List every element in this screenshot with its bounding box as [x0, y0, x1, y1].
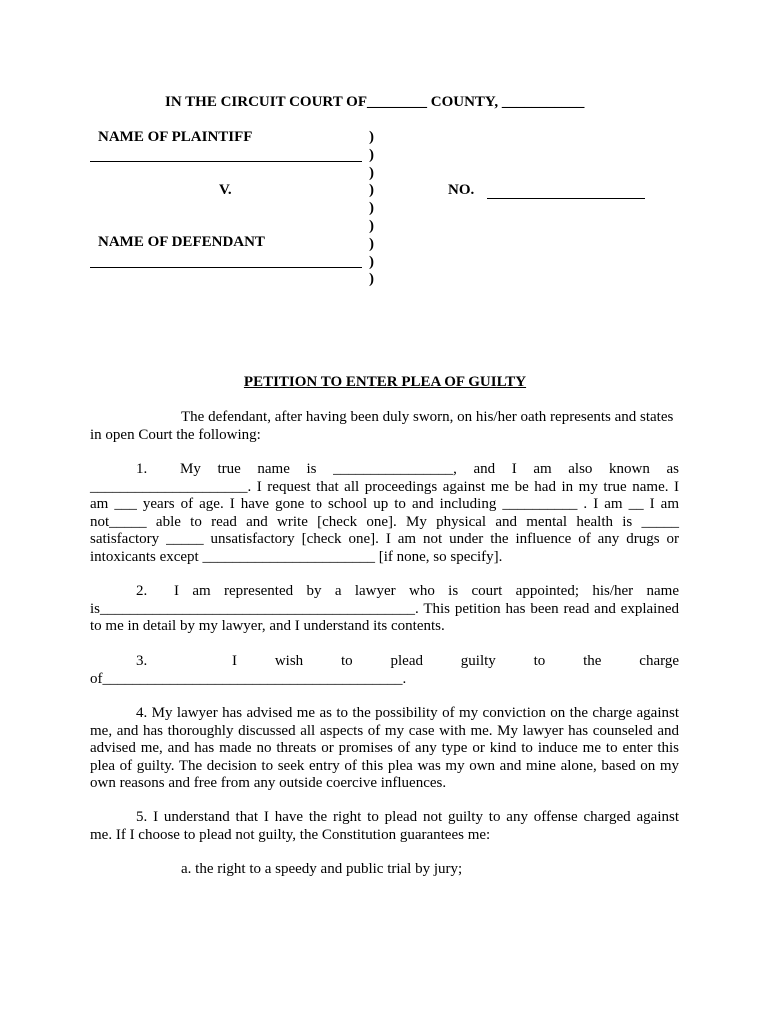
paragraph-4-line: plea of guilty. The decision to seek entry of this plea was my own and mine alone, based on my	[90, 757, 679, 774]
paragraph-4-line: advised me, and has made no threats or promises of any type or kind to induce me to enter this	[90, 740, 679, 756]
paragraph-1-line: not_____ able to read and write [check one]. My physical and mental health is _____	[90, 513, 679, 530]
paragraph-1-line: satisfactory _____ unsatisfactory [check one]. I am not under the influence of any drugs or	[90, 531, 679, 547]
case-number-label: NO.	[448, 182, 475, 198]
paren: )	[369, 182, 374, 199]
paragraph-2-line: is__________________________________________. This petition has been read and explained	[90, 600, 679, 617]
paragraph-2-number: 2.	[136, 583, 148, 599]
list-item-a: a. the right to a speedy and public trial by jury;	[181, 861, 463, 877]
paragraph-5-line: 5. I understand that I have the right to plead not guilty to any offense charged against	[136, 809, 679, 825]
court-heading: IN THE CIRCUIT COURT OF________ COUNTY, ___________	[165, 94, 585, 110]
paragraph-5-line: me. If I choose to plead not guilty, the Constitution guarantees me:	[90, 826, 491, 843]
intro-line-1: The defendant, after having been duly sworn, on his/her oath represents and states	[181, 409, 674, 425]
versus-label: V.	[219, 182, 232, 198]
paragraph-1-line: intoxicants except _______________________ [if none, so specify].	[90, 548, 503, 565]
paragraph-1-line: am ___ years of age. I have gone to school up to and including __________ . I am __ I am	[90, 496, 679, 512]
paren: )	[369, 200, 374, 217]
paragraph-1-number: 1.	[136, 461, 148, 477]
paren: )	[369, 129, 374, 145]
paragraph-3-number: 3.	[136, 653, 148, 669]
paragraph-1-line: _____________________. I request that all proceedings against me be had in my true name. I	[90, 478, 679, 495]
paren: )	[369, 164, 374, 181]
paren: )	[369, 235, 374, 252]
paragraph-4-line: own reasons and free from any outside coercive influences.	[90, 775, 447, 791]
case-number-line[interactable]	[487, 198, 645, 199]
paragraph-1-line: My true name is ________________, and I am also known as	[180, 461, 679, 477]
paragraph-4-line: 4. My lawyer has advised me as to the possibility of my conviction on the charge against	[136, 705, 679, 721]
intro-line-2: in open Court the following:	[90, 426, 261, 443]
paragraph-2-line: I am represented by a lawyer who is court appointed; his/her name	[174, 583, 679, 599]
paragraph-4-line: me, and has thoroughly discussed all aspects of my case with me. My lawyer has counseled and	[90, 722, 679, 739]
paren: )	[369, 271, 374, 288]
document-title: PETITION TO ENTER PLEA OF GUILTY	[243, 374, 527, 390]
plaintiff-name-line[interactable]	[90, 161, 362, 162]
plaintiff-label: NAME OF PLAINTIFF	[98, 129, 253, 145]
paren: )	[369, 146, 374, 163]
defendant-name-line[interactable]	[90, 267, 362, 268]
paragraph-3-line: I wish to plead guilty to the charge	[232, 653, 679, 669]
paren: )	[369, 217, 374, 234]
paragraph-2-line: to me in detail by my lawyer, and I understand its contents.	[90, 618, 445, 634]
defendant-label: NAME OF DEFENDANT	[98, 234, 265, 250]
paren: )	[369, 253, 374, 270]
caption-parentheses	[369, 129, 374, 289]
paragraph-3-line: of________________________________________.	[90, 670, 407, 687]
